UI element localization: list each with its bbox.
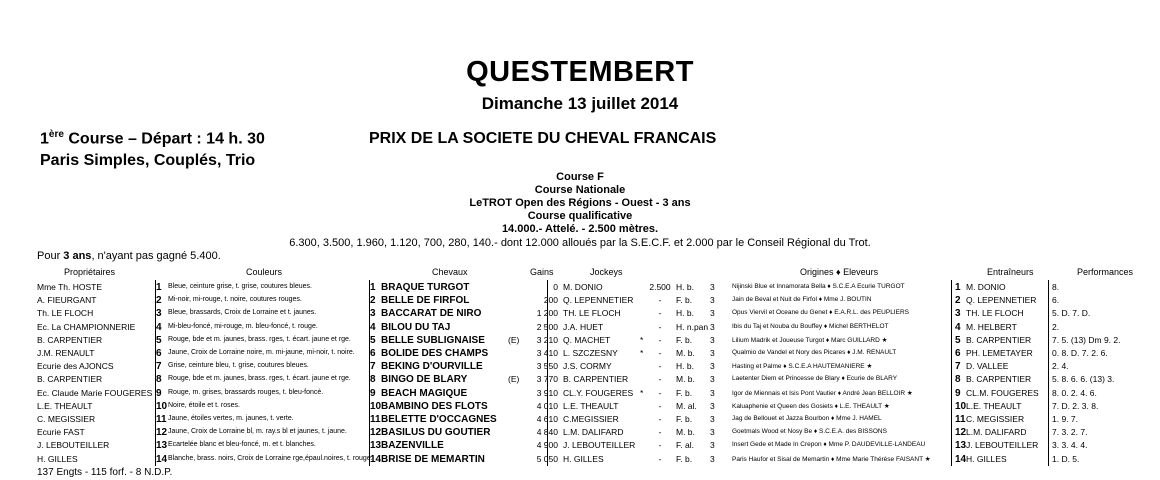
trainer-number: 3 bbox=[955, 308, 961, 320]
trainer-number: 10 bbox=[955, 400, 967, 412]
sex-color-cell: F. b. bbox=[676, 453, 693, 464]
table-row bbox=[0, 335, 1160, 347]
distance-cell: - bbox=[658, 308, 662, 319]
jockey-cell: TH. LE FLOCH bbox=[563, 308, 621, 319]
horse-number: 8 bbox=[370, 374, 376, 386]
horse-number: 12 bbox=[370, 427, 382, 439]
colors-cell: Mi-bleu-foncé, mi-rouge, m. bleu-foncé, t. rouge. bbox=[168, 322, 318, 330]
post-number: 13 bbox=[156, 440, 168, 452]
trainer-number: 9 bbox=[955, 387, 961, 399]
course-number: 1 bbox=[40, 130, 49, 148]
prize-breakdown: 6.300, 3.500, 1.960, 1.120, 700, 280, 140.- dont 12.000 alloués par la S.E.C.F. et 2.000 par le Conseil Régional du Trot. bbox=[289, 237, 871, 249]
earnings-cell: 3 410 bbox=[536, 348, 558, 358]
owner-cell: Ec. La CHAMPIONNERIE bbox=[37, 321, 136, 332]
horse-number: 14 bbox=[370, 453, 382, 465]
eligibility-age: 3 ans bbox=[63, 250, 92, 262]
horse-number: 1 bbox=[370, 282, 376, 293]
table-row bbox=[0, 388, 1160, 400]
jockey-cell: Q. LEPENNETIER bbox=[563, 295, 634, 306]
owner-cell: J. LEBOUTEILLER bbox=[37, 440, 110, 451]
horse-name: BACCARAT DE NIRO bbox=[381, 308, 482, 320]
post-number: 10 bbox=[156, 400, 168, 412]
origins-cell: Kaluaphenie et Queen des Gosiets ♦ L.E. THEAULT ★ bbox=[732, 402, 890, 410]
eligibility-condition bbox=[37, 250, 221, 262]
colors-cell: Mi-noir, mi-rouge, t. noire, coutures rouges. bbox=[168, 296, 302, 304]
course-distance: 14.000.- Attelé. - 2.500 mètres. bbox=[501, 223, 659, 235]
table-row bbox=[0, 348, 1160, 360]
race-date: Dimanche 13 juillet 2014 bbox=[481, 94, 679, 113]
post-number: 14 bbox=[156, 453, 168, 465]
jockey-cell: Q. MACHET bbox=[563, 334, 611, 345]
sex-color-cell: M. al. bbox=[676, 400, 697, 411]
earnings-cell: 5 050 bbox=[536, 453, 558, 464]
sex-color-cell: F. b. bbox=[676, 387, 693, 398]
sex-color-cell: F. b. bbox=[676, 295, 693, 306]
jockey-cell: M. DONIO bbox=[563, 282, 603, 292]
table-row bbox=[0, 454, 1160, 466]
age-cell: 3 bbox=[710, 348, 715, 358]
performance-cell: 7. 5. (13) Dm 9. 2. bbox=[1052, 334, 1121, 345]
performance-cell: 6. bbox=[1052, 295, 1060, 306]
trainer-cell: M. HELBERT bbox=[966, 321, 1017, 332]
table-row bbox=[0, 374, 1160, 386]
horse-name: BELLE SUBLIGNAISE bbox=[381, 334, 485, 346]
entry-tag: (E) bbox=[508, 374, 520, 385]
col-entraineurs: Entraîneurs bbox=[987, 267, 1034, 277]
jockey-cell: J.A. HUET bbox=[563, 321, 604, 332]
age-cell: 3 bbox=[710, 295, 715, 306]
distance-cell: - bbox=[658, 374, 662, 385]
col-performances: Performances bbox=[1077, 267, 1134, 277]
owner-cell: J.M. RENAULT bbox=[37, 348, 95, 358]
jockey-cell: H. GILLES bbox=[563, 453, 604, 464]
post-number: 5 bbox=[156, 334, 162, 346]
performance-cell: 8. 0. 2. 4. 6. bbox=[1052, 387, 1097, 398]
sex-color-cell: M. b. bbox=[676, 427, 695, 438]
distance-cell: - bbox=[658, 348, 662, 358]
horse-name: BINGO DE BLARY bbox=[381, 374, 468, 386]
column-divider bbox=[951, 280, 952, 466]
trainer-cell: J. LEBOUTEILLER bbox=[966, 440, 1039, 451]
trainer-cell: L.M. DALIFARD bbox=[966, 427, 1027, 438]
origins-cell: Lilium Madrik et Joueuse Turgot ♦ Marc GUILLARD ★ bbox=[732, 336, 888, 344]
column-divider bbox=[369, 280, 370, 466]
horse-name: BRISE DE MEMARTIN bbox=[381, 453, 485, 465]
origins-cell: Jain de Beval et Nuit de Firfol ♦ Mme J. BOUTIN bbox=[732, 296, 872, 304]
performance-cell: 5. 8. 6. 6. (13) 3. bbox=[1052, 374, 1115, 385]
colors-cell: Noire, étoile et t. roses. bbox=[168, 401, 240, 409]
origins-cell: Paris Haufor et Sisal de Memartin ♦ Mme Marie Thérèse FAISANT ★ bbox=[732, 455, 931, 463]
post-number: 12 bbox=[156, 427, 168, 439]
post-number: 3 bbox=[156, 308, 162, 320]
jockey-mark: * bbox=[640, 348, 644, 358]
performance-cell: 1. 9. 7. bbox=[1052, 414, 1078, 424]
horse-name: BAMBINO DES FLOTS bbox=[381, 400, 488, 412]
colors-cell: Blanche, brass. noirs, Croix de Lorraine rge,épaul.noires, t. rouge. bbox=[168, 454, 373, 462]
trainer-cell: B. CARPENTIER bbox=[966, 374, 1032, 385]
origins-cell: Jag de Bellouet et Jazza Bourbon ♦ Mme J. HAMEL bbox=[732, 415, 882, 422]
trainer-number: 6 bbox=[955, 348, 961, 359]
sex-color-cell: H. b. bbox=[676, 361, 694, 372]
table-row bbox=[0, 308, 1160, 320]
sex-color-cell: M. b. bbox=[676, 348, 695, 358]
origins-cell: Nijinski Blue et Innamorata Bella ♦ S.C.E.A Ecurie TURGOT bbox=[732, 283, 905, 290]
col-origines: Origines ♦ Eleveurs bbox=[800, 267, 879, 277]
performance-cell: 7. D. 2. 3. 8. bbox=[1052, 400, 1099, 411]
table-row bbox=[0, 322, 1160, 334]
horse-number: 2 bbox=[370, 295, 376, 307]
sex-color-cell: H. b. bbox=[676, 282, 694, 292]
trainer-cell: M. DONIO bbox=[966, 282, 1006, 292]
table-row bbox=[0, 440, 1160, 452]
horse-number: 9 bbox=[370, 387, 376, 399]
earnings-cell: 4 610 bbox=[536, 414, 558, 424]
colors-cell: Rouge, m. grises, brassards rouges, t. bleu-foncé. bbox=[168, 388, 324, 396]
horse-name: BASILUS DU GOUTIER bbox=[381, 427, 491, 439]
trainer-cell: PH. LEMETAYER bbox=[966, 348, 1033, 358]
performance-cell: 2. bbox=[1052, 321, 1060, 332]
horse-name: BELLE DE FIRFOL bbox=[381, 295, 470, 307]
earnings-cell: 4 900 bbox=[536, 440, 558, 451]
performance-cell: 7. 3. 2. 7. bbox=[1052, 427, 1088, 438]
trainer-cell: CL.M. FOUGERES bbox=[966, 387, 1039, 398]
distance-cell: - bbox=[658, 334, 662, 345]
colors-cell: Bleue, ceinture grise, t. grise, coutures bleues. bbox=[168, 283, 312, 290]
sex-color-cell: H. n.pan bbox=[676, 321, 709, 332]
eligibility-prefix: Pour bbox=[37, 250, 64, 262]
horse-number: 4 bbox=[370, 321, 376, 333]
page-title: QUESTEMBERT bbox=[466, 56, 694, 88]
horse-number: 6 bbox=[370, 348, 376, 359]
table-row bbox=[0, 414, 1160, 426]
post-number: 4 bbox=[156, 321, 162, 333]
distance-cell: - bbox=[658, 361, 662, 372]
sex-color-cell: H. b. bbox=[676, 308, 694, 319]
distance-cell: - bbox=[658, 400, 662, 411]
sex-color-cell: F. al. bbox=[676, 440, 694, 451]
trainer-number: 7 bbox=[955, 361, 961, 373]
origins-cell: Igor de Miennais et Isis Pont Vautier ♦ André Jean BELLOIR ★ bbox=[732, 389, 913, 397]
earnings-cell: 200 bbox=[543, 295, 558, 306]
horse-name: BOLIDE DES CHAMPS bbox=[381, 348, 489, 359]
horse-name: BELETTE D'OCCAGNES bbox=[381, 414, 497, 425]
origins-cell: Laetenter Diem et Princesse de Blary ♦ Ecurie de BLARY bbox=[732, 375, 898, 383]
age-cell: 3 bbox=[710, 387, 715, 398]
jockey-cell: L.M. DALIFARD bbox=[563, 427, 624, 438]
course-ordinal-suffix: ère bbox=[48, 129, 64, 140]
trainer-number: 5 bbox=[955, 334, 961, 346]
column-divider bbox=[1048, 280, 1049, 466]
table-row bbox=[0, 427, 1160, 439]
trainer-cell: TH. LE FLOCH bbox=[966, 308, 1024, 319]
sex-color-cell: F. b. bbox=[676, 334, 693, 345]
table-row bbox=[0, 361, 1160, 373]
origins-cell: Ibis du Taj et Nouba du Bouffey ♦ Michel BERTHELOT bbox=[732, 322, 889, 330]
horse-number: 5 bbox=[370, 334, 376, 346]
col-gains: Gains bbox=[530, 267, 554, 277]
course-series: LeTROT Open des Régions - Ouest - 3 ans bbox=[469, 197, 691, 209]
trainer-cell: C. MEGISSIER bbox=[966, 414, 1025, 424]
col-couleurs: Couleurs bbox=[246, 267, 283, 277]
performance-cell: 5. D. 7. D. bbox=[1052, 308, 1091, 319]
performance-cell: 2. 4. bbox=[1052, 361, 1069, 372]
post-number: 1 bbox=[156, 282, 162, 293]
horse-name: BRAQUE TURGOT bbox=[381, 282, 470, 293]
performance-cell: 3. 3. 4. 4. bbox=[1052, 440, 1088, 451]
age-cell: 3 bbox=[710, 308, 715, 319]
horse-number: 13 bbox=[370, 440, 382, 452]
bet-types: Paris Simples, Couplés, Trio bbox=[40, 152, 256, 169]
trainer-number: 2 bbox=[955, 295, 961, 307]
earnings-cell: 3 910 bbox=[536, 387, 558, 398]
earnings-cell: 0 bbox=[553, 282, 558, 292]
trainer-cell: Q. LEPENNETIER bbox=[966, 295, 1037, 306]
jockey-mark: * bbox=[640, 387, 644, 398]
trainer-number: 13 bbox=[955, 440, 967, 452]
post-number: 7 bbox=[156, 361, 162, 373]
sex-color-cell: M. b. bbox=[676, 374, 695, 385]
age-cell: 3 bbox=[710, 374, 715, 385]
column-divider bbox=[155, 280, 156, 466]
age-cell: 3 bbox=[710, 361, 715, 372]
trainer-number: 1 bbox=[955, 282, 961, 293]
course-level: Course Nationale bbox=[534, 184, 626, 196]
course-departure: Course – Départ : 14 h. 30 bbox=[63, 130, 265, 148]
owner-cell: C. MEGISSIER bbox=[37, 414, 96, 424]
jockey-cell: C.MEGISSIER bbox=[563, 414, 619, 424]
col-proprietaires: Propriétaires bbox=[64, 267, 116, 277]
entry-tag: (E) bbox=[508, 334, 520, 345]
owner-cell: B. CARPENTIER bbox=[37, 374, 103, 385]
earnings-cell: 3 210 bbox=[536, 334, 558, 345]
jockey-cell: B. CARPENTIER bbox=[563, 374, 629, 385]
distance-cell: 2.500 bbox=[649, 282, 671, 292]
horse-number: 7 bbox=[370, 361, 376, 373]
age-cell: 3 bbox=[710, 440, 715, 451]
age-cell: 3 bbox=[710, 427, 715, 438]
age-cell: 3 bbox=[710, 400, 715, 411]
horse-number: 10 bbox=[370, 400, 382, 412]
age-cell: 3 bbox=[710, 453, 715, 464]
origins-cell: Hasting et Palme ♦ S.C.E.A HAUTEMANIERE ★ bbox=[732, 363, 873, 371]
horse-name: BEKING D'OURVILLE bbox=[381, 361, 483, 373]
owner-cell: A. FIEURGANT bbox=[37, 295, 97, 306]
jockey-cell: L. SZCZESNY bbox=[563, 348, 618, 358]
col-jockeys: Jockeys bbox=[590, 267, 623, 277]
horse-name: BAZENVILLE bbox=[381, 440, 444, 452]
sex-color-cell: F. b. bbox=[676, 414, 693, 424]
table-row bbox=[0, 295, 1160, 307]
colors-cell: Jaune, étoiles vertes, m. jaunes, t. verte. bbox=[168, 415, 294, 422]
owner-cell: Ec. Claude Marie FOUGERES bbox=[37, 387, 153, 398]
colors-cell: Ecartelée blanc et bleu-foncé, m. et t. blanches. bbox=[168, 441, 316, 449]
distance-cell: - bbox=[658, 414, 662, 424]
jockey-mark: * bbox=[640, 334, 644, 345]
age-cell: 3 bbox=[710, 321, 715, 332]
course-header bbox=[40, 129, 265, 148]
colors-cell: Bleue, brassards, Croix de Lorraine et t. jaunes. bbox=[168, 309, 317, 317]
earnings-cell: 3 550 bbox=[536, 361, 558, 372]
owner-cell: Th. LE FLOCH bbox=[37, 308, 94, 319]
owner-cell: Ecurie des AJONCS bbox=[37, 361, 114, 372]
earnings-cell: 4 840 bbox=[536, 427, 558, 438]
owner-cell: H. GILLES bbox=[37, 453, 78, 464]
trainer-number: 14 bbox=[955, 453, 967, 465]
trainer-cell: B. CARPENTIER bbox=[966, 334, 1032, 345]
post-number: 11 bbox=[156, 414, 167, 425]
post-number: 8 bbox=[156, 374, 162, 386]
colors-cell: Jaune, Croix de Lorraine bl, m. ray.s bl et jaunes, t. jaune. bbox=[168, 428, 347, 436]
jockey-cell: CL.Y. FOUGERES bbox=[563, 387, 634, 398]
earnings-cell: 2 500 bbox=[536, 321, 558, 332]
trainer-number: 8 bbox=[955, 374, 961, 386]
earnings-cell: 3 770 bbox=[536, 374, 558, 385]
jockey-cell: J. LEBOUTEILLER bbox=[563, 440, 636, 451]
post-number: 9 bbox=[156, 387, 162, 399]
trainer-cell: H. GILLES bbox=[966, 453, 1007, 464]
table-row bbox=[0, 401, 1160, 413]
trainer-number: 4 bbox=[955, 321, 961, 333]
earnings-cell: 1 200 bbox=[536, 308, 558, 319]
origins-cell: Goetmals Wood et Nosy Be ♦ S.C.E.A. des BISSONS bbox=[732, 428, 887, 436]
performance-cell: 0. 8. D. 7. 2. 6. bbox=[1052, 348, 1108, 358]
horse-name: BILOU DU TAJ bbox=[381, 321, 451, 333]
owner-cell: L.E. THEAULT bbox=[37, 400, 93, 411]
trainer-cell: L.E. THEAULT bbox=[966, 400, 1022, 411]
origins-cell: Opus Viervil et Oceane du Genet ♦ E.A.R.L. des PEUPLIERS bbox=[732, 309, 909, 317]
distance-cell: - bbox=[658, 440, 662, 451]
origins-cell: Qualmio de Vandel et Nory des Picares ♦ J.M. RENAULT bbox=[732, 349, 897, 356]
trainer-number: 12 bbox=[955, 427, 967, 439]
jockey-cell: L.E. THEAULT bbox=[563, 400, 619, 411]
owner-cell: Mme Th. HOSTE bbox=[37, 282, 103, 292]
distance-cell: - bbox=[658, 321, 662, 332]
horse-number: 3 bbox=[370, 308, 376, 320]
trainer-cell: D. VALLEE bbox=[966, 361, 1009, 372]
column-divider bbox=[547, 280, 548, 466]
performance-cell: 1. D. 5. bbox=[1052, 453, 1080, 464]
age-cell: 3 bbox=[710, 334, 715, 345]
colors-cell: Rouge, bde et m. jaunes, brass. rges, t. écart. jaune et rge. bbox=[168, 335, 351, 343]
trainer-number: 11 bbox=[955, 414, 966, 425]
origins-cell: Insert Gede et Made In Crepon ♦ Mme P. DAUDEVILLE-LANDEAU bbox=[732, 441, 926, 449]
distance-cell: - bbox=[658, 295, 662, 306]
age-cell: 3 bbox=[710, 414, 715, 424]
table-row bbox=[0, 282, 1160, 294]
course-qualif: Course qualificative bbox=[527, 210, 633, 222]
course-category: Course F bbox=[556, 171, 604, 183]
distance-cell: - bbox=[658, 427, 662, 438]
distance-cell: - bbox=[658, 453, 662, 464]
horse-name: BEACH MAGIQUE bbox=[381, 387, 468, 399]
owner-cell: Ecurie FAST bbox=[37, 427, 85, 438]
col-chevaux: Chevaux bbox=[432, 267, 468, 277]
post-number: 2 bbox=[156, 295, 162, 307]
eligibility-suffix: , n'ayant pas gagné 5.400. bbox=[91, 250, 221, 262]
colors-cell: Grise, ceinture bleu, t. grise, coutures bleues. bbox=[168, 362, 309, 370]
colors-cell: Rouge, bde et m. jaunes, brass. rges, t. écart. jaune et rge. bbox=[168, 375, 351, 383]
post-number: 6 bbox=[156, 348, 162, 359]
colors-cell: Jaune, Croix de Lorraine noire, m. mi-jaune, mi-noir, t. noire. bbox=[168, 349, 355, 356]
prize-name: PRIX DE LA SOCIETE DU CHEVAL FRANCAIS bbox=[369, 130, 717, 147]
age-cell: 3 bbox=[710, 282, 715, 292]
performance-cell: 8. bbox=[1052, 282, 1060, 292]
jockey-cell: J.S. CORMY bbox=[563, 361, 612, 372]
engagement-summary: 137 Engts - 115 forf. - 8 N.D.P. bbox=[37, 467, 173, 478]
horse-number: 11 bbox=[370, 414, 381, 425]
earnings-cell: 4 010 bbox=[536, 400, 558, 411]
owner-cell: B. CARPENTIER bbox=[37, 334, 103, 345]
distance-cell: - bbox=[658, 387, 662, 398]
